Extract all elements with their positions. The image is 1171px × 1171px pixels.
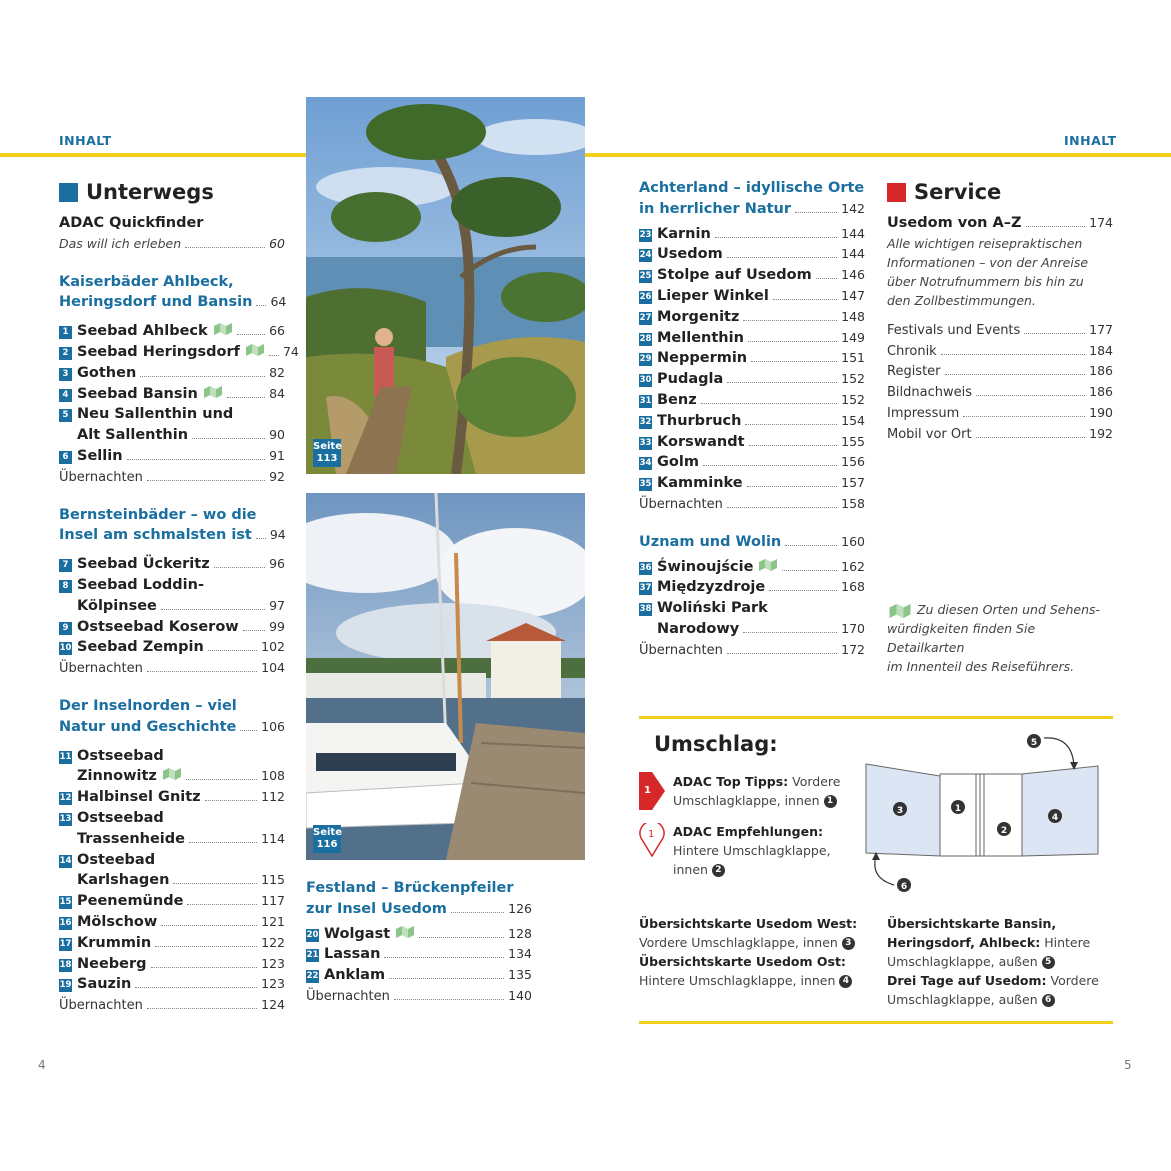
toc-entry[interactable]: 17 Krummin 122: [59, 934, 285, 951]
toc-entry[interactable]: 13 Ostseebad: [59, 809, 164, 826]
toc-entry-cont[interactable]: Karlshagen 115: [77, 872, 285, 889]
fold-label: 6: [900, 882, 908, 892]
toc-entry[interactable]: 20 Wolgast 128: [306, 925, 532, 942]
map-icon: [395, 926, 415, 938]
toc-entry-cont[interactable]: Narodowy 170: [657, 620, 865, 637]
page-number-left: 4: [38, 1058, 46, 1072]
header-right: INHALT: [1064, 133, 1117, 148]
toc-entry-uebernachten[interactable]: Übernachten 172: [639, 641, 865, 658]
toc-chapter-uznam-wolin[interactable]: Uznam und Wolin 160: [639, 533, 865, 550]
photo-hiker-pine-tree[interactable]: [306, 97, 585, 474]
toc-chapter-inselnorden-2[interactable]: Natur und Geschichte 106: [59, 718, 285, 735]
toc-column-festland: [306, 878, 532, 1007]
toc-entry[interactable]: 30 Pudagla 152: [639, 371, 865, 388]
toc-entry-uebernachten[interactable]: Übernachten 104: [59, 660, 285, 677]
reference-number-badge: 5: [1042, 956, 1055, 969]
toc-entry-cont[interactable]: Kölpinsee 97: [77, 597, 285, 614]
toc-entry[interactable]: Festivals und Events 177: [887, 321, 1113, 338]
toc-chapter-festland[interactable]: Festland – Brückenpfeiler: [306, 880, 514, 896]
reference-number-badge: 2: [712, 864, 725, 877]
top-tipp-arrow-number: 1: [644, 785, 651, 796]
toc-entry[interactable]: 27 Morgenitz 148: [639, 308, 865, 325]
header-left: INHALT: [59, 133, 112, 148]
toc-entry-cont[interactable]: Zinnowitz 108: [77, 768, 285, 785]
toc-entry[interactable]: 16 Mölschow 121: [59, 913, 285, 930]
toc-entry-cont[interactable]: Alt Sallenthin 90: [77, 427, 285, 444]
toc-entry[interactable]: 3 Gothen 82: [59, 363, 285, 384]
toc-entry[interactable]: 15 Peenemünde 117: [59, 893, 285, 910]
toc-entry-uebernachten[interactable]: Übernachten 140: [306, 987, 532, 1004]
toc-entry-cont[interactable]: Trassenheide 114: [77, 830, 285, 847]
toc-entry[interactable]: Register 186: [887, 363, 1113, 380]
header-rule-left: [0, 153, 306, 157]
toc-entry[interactable]: 8 Seebad Loddin-: [59, 575, 285, 596]
fold-label: 2: [1000, 826, 1008, 836]
toc-entry[interactable]: 9 Ostseebad Koserow 99: [59, 617, 285, 638]
reference-number-badge: 4: [839, 975, 852, 988]
toc-chapter-kaiserbaeder-2[interactable]: Heringsdorf und Bansin 64: [59, 294, 287, 311]
map-west-east: Übersichtskarte Usedom West: Vordere Umschlagklappe, innen 3 Übersichtskarte Usedom Ost: Hintere Umschlagklappe, innen 4: [639, 916, 858, 988]
top-tipp-arrow-icon: [639, 772, 665, 810]
red-square-icon: [887, 183, 906, 202]
top-tipps-text: ADAC Top Tipps: Vordere Umschlagklappe, innen 1: [673, 774, 841, 808]
toc-entry[interactable]: Bildnachweis 186: [887, 384, 1113, 401]
photo-marina-illustration: [306, 493, 585, 860]
toc-entry[interactable]: 5 Neu Sallenthin und: [59, 404, 285, 425]
toc-entry[interactable]: Chronik 184: [887, 342, 1113, 359]
section-title-unterwegs: [59, 177, 285, 207]
toc-entry[interactable]: 12 Halbinsel Gnitz 112: [59, 789, 285, 806]
toc-entry[interactable]: Mobil vor Ort 192: [887, 425, 1113, 442]
section-title-text: Unterwegs: [86, 180, 214, 204]
reference-number-badge: 1: [824, 795, 837, 808]
toc-entry[interactable]: 29 Neppermin 151: [639, 350, 865, 367]
fold-label: 3: [896, 806, 904, 816]
toc-column-achterland: [639, 178, 865, 661]
fold-label: 4: [1051, 813, 1059, 823]
fold-label: 5: [1030, 738, 1038, 748]
map-icon: [162, 768, 182, 780]
toc-entry[interactable]: 37 Międzyzdroje 168: [639, 579, 865, 596]
toc-entry[interactable]: 24 Usedom 144: [639, 246, 865, 263]
reference-number-badge: 6: [1042, 994, 1055, 1007]
toc-entry[interactable]: 25 Stolpe auf Usedom 146: [639, 267, 865, 284]
toc-column-unterwegs: [59, 177, 299, 1016]
toc-entry[interactable]: 35 Kamminke 157: [639, 475, 865, 492]
toc-chapter-inselnorden[interactable]: Der Inselnorden – viel: [59, 697, 237, 714]
toc-entry[interactable]: 31 Benz 152: [639, 391, 865, 408]
toc-column-service: [887, 177, 1113, 445]
section-title-text: Service: [914, 180, 1002, 204]
page-reference-badge[interactable]: Seite 113: [313, 439, 341, 467]
toc-entry[interactable]: 26 Lieper Winkel 147: [639, 287, 865, 304]
toc-entry[interactable]: 33 Korswandt 155: [639, 433, 865, 450]
map-icon: [245, 344, 265, 356]
toc-entry[interactable]: 36 Świnoujście 162: [639, 558, 865, 575]
toc-entry[interactable]: 32 Thurbruch 154: [639, 412, 865, 429]
toc-entry[interactable]: 28 Mellenthin 149: [639, 329, 865, 346]
toc-entry[interactable]: 2 Seebad Heringsdorf 74: [59, 342, 285, 363]
toc-entry[interactable]: 1 Seebad Ahlbeck 66: [59, 321, 285, 342]
toc-chapter-festland-2[interactable]: zur Insel Usedom 126: [306, 900, 532, 917]
reference-number-badge: 3: [842, 937, 855, 950]
toc-entry[interactable]: 10 Seebad Zempin 102: [59, 639, 285, 656]
page-reference-badge[interactable]: Seite 116: [313, 825, 341, 853]
toc-entry[interactable]: 38 Woliński Park: [639, 600, 768, 617]
toc-entry-uebernachten[interactable]: Übernachten 158: [639, 495, 865, 512]
map-icon: [213, 323, 233, 335]
toc-entry[interactable]: 19 Sauzin 123: [59, 976, 285, 993]
toc-entry[interactable]: 7 Seebad Ückeritz 96: [59, 554, 285, 575]
map-icon: [203, 386, 223, 398]
toc-chapter-bernsteinbaeder[interactable]: Bernsteinbäder – wo die: [59, 506, 257, 523]
toc-entry[interactable]: 34 Golm 156: [639, 454, 865, 471]
photo-marina-boats[interactable]: [306, 493, 585, 860]
header-rule-right: [585, 153, 1171, 157]
detailmap-hint: Zu diesen Orten und Sehens- würdigkeiten finden Sie Detailkarten im Innenteil des Reiseführers.: [887, 602, 1101, 674]
cover-fold-diagram: [862, 728, 1102, 898]
toc-chapter-kaiserbaeder[interactable]: Kaiserbäder Ahlbeck,: [59, 273, 234, 290]
toc-chapter-bernsteinbaeder-2[interactable]: Insel am schmalsten ist 94: [59, 527, 286, 544]
toc-chapter-achterland-2[interactable]: in herrlicher Natur 142: [639, 200, 865, 217]
a-z-description: Alle wichtigen reisepraktischen Informationen – von der Anreise über Notrufnummern bis hin zu den Zollbestimmungen.: [887, 235, 1089, 308]
section-title-service: [887, 177, 1113, 207]
umschlag-rule-top: [639, 716, 1113, 719]
umschlag-title: Umschlag:: [654, 732, 778, 756]
toc-entry-uebernachten[interactable]: Übernachten 92: [59, 468, 285, 485]
toc-entry[interactable]: 22 Anklam 135: [306, 967, 532, 984]
empfehlungen-text: ADAC Empfehlungen: Hintere Umschlagklappe, innen 2: [673, 824, 831, 877]
fold-label: 1: [954, 804, 962, 814]
toc-chapter-achterland[interactable]: Achterland – idyllische Orte: [639, 180, 865, 196]
toc-entry[interactable]: 6 Sellin 91: [59, 446, 285, 467]
map-icon: [758, 559, 778, 571]
map-bansin-drei-tage: Übersichtskarte Bansin, Heringsdorf, Ahlbeck: Hintere Umschlagklappe, außen 5 Drei Tage auf Usedom: Vordere Umschlagklappe, außen 6: [887, 916, 1099, 1007]
map-icon: [887, 604, 913, 618]
umschlag-rule-bottom: [639, 1021, 1113, 1024]
toc-entry[interactable]: 23 Karnin 144: [639, 225, 865, 242]
toc-entry[interactable]: 11 Ostseebad: [59, 747, 164, 764]
toc-entry-uebernachten[interactable]: Übernachten 124: [59, 997, 285, 1014]
toc-entry[interactable]: Impressum 190: [887, 404, 1113, 421]
toc-entry-quickfinder-sub[interactable]: Das will ich erleben 60: [59, 235, 285, 251]
toc-entry-a-z[interactable]: Usedom von A–Z 174: [887, 215, 1113, 231]
blue-square-icon: [59, 183, 78, 202]
empfehlung-marker-number: 1: [648, 829, 655, 840]
toc-entry[interactable]: 14 Osteebad: [59, 851, 156, 868]
toc-entry-quickfinder[interactable]: ADAC Quickfinder: [59, 215, 204, 231]
toc-entry[interactable]: 4 Seebad Bansin 84: [59, 384, 285, 405]
toc-entry[interactable]: 21 Lassan 134: [306, 946, 532, 963]
toc-entry[interactable]: 18 Neeberg 123: [59, 955, 285, 972]
photo-hiker-illustration: [306, 97, 585, 474]
page-number-right: 5: [1124, 1058, 1132, 1072]
